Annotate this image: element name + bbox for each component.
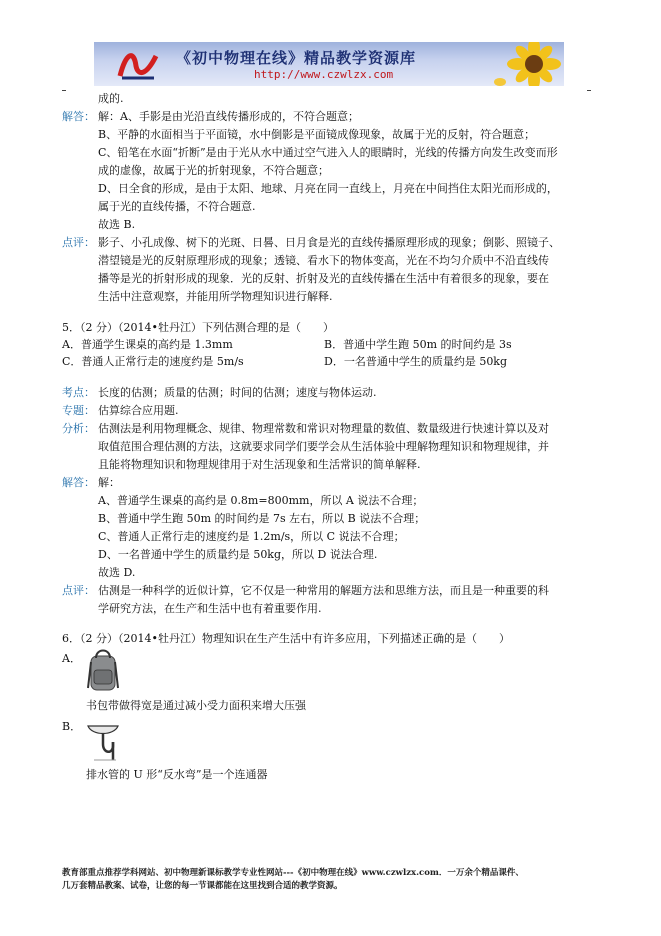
q5-fenxi-line: 取值范围合理估测的方法，这就要求同学们要学会从生活体验中理解物理知识和物理规律，并 (98, 440, 549, 453)
q4-comment-line: 播等是光的折射形成的现象．光的反射、折射及光的直线传播在生活中有着很多的现象，要在 (98, 272, 549, 285)
q4-answer-line: 成的虚像，故属于光的折射现象，不符合题意； (98, 164, 329, 177)
q5-answer-label: 解答： (62, 476, 95, 489)
q4-comment-line: 潜望镜是光的反射原理形成的现象；透镜、看水下的物体变高，光在不均匀介质中不沿直线传 (98, 254, 549, 267)
q4-answer-line: C、铅笔在水面“折断”是由于光从水中通过空气进入人的眼睛时，光线的传播方向发生改变而形 (98, 146, 558, 159)
q4-answer-line: 解：A、手影是由光沿直线传播形成的，不符合题意； (98, 110, 359, 123)
q4-comment-line: 影子、小孔成像、树下的光斑、日晷、日月食是光的直线传播原理形成的现象；倒影、照镜子、 (98, 236, 560, 249)
q5-stem: 5．（2 分）（2014•牡丹江）下列估测合理的是（ ） (62, 321, 334, 334)
q5-comment-line: 估测是一种科学的近似计算，它不仅是一种常用的解题方法和思维方法，而且是一种重要的科 (98, 584, 549, 597)
q5-comment-line: 学研究方法，在生产和生活中也有着重要作用. (98, 602, 322, 615)
footer-line: 教育部重点推荐学科网站、初中物理新课标教学专业性网站---《初中物理在线》www.czwlzx.com．一万余个精品课件、 (62, 868, 524, 878)
sink-drain-icon (86, 720, 120, 764)
margin-mark (62, 90, 66, 91)
q5-fenxi-label: 分析： (62, 422, 95, 435)
q5-option-a: A．普通学生课桌的高约是 1.3mm (62, 338, 233, 351)
q6-option-b-text: 排水管的 U 形“反水弯”是一个连通器 (86, 768, 268, 781)
q5-kaodian-label: 考点： (62, 386, 95, 399)
q5-comment-label: 点评： (62, 584, 95, 597)
q4-tail: 成的. (98, 92, 124, 105)
banner-url[interactable]: http://www.czwlzx.com (254, 68, 394, 81)
q4-answer-line: B、平静的水面相当于平面镜，水中倒影是平面镜成像现象，故属于光的反射，符合题意； (98, 128, 536, 141)
logo-icon (116, 46, 160, 82)
banner-title: 《初中物理在线》精品教学资源库 (176, 49, 417, 67)
footer-line: 几万套精品教案、试卷，让您的每一节课都能在这里找到合适的教学资源。 (62, 881, 343, 891)
q4-answer-line: 属于光的直线传播，不符合题意. (98, 200, 256, 213)
q5-fenxi-line: 估测法是利用物理概念、规律、物理常数和常识对物理量的数值、数量级进行快速计算以及对 (98, 422, 549, 435)
q5-fenxi-line: 且能将物理知识和物理规律用于对生活现象和生活常识的简单解释. (98, 458, 421, 471)
margin-mark (587, 90, 591, 91)
q5-answer-line: A、普通学生课桌的高约是 0.8m=800mm，所以 A 说法不合理； (98, 494, 424, 507)
q5-answer-line: D、一名普通中学生的质量约是 50kg，所以 D 说法合理. (98, 548, 378, 561)
q5-zhuanti: 估算综合应用题. (98, 404, 179, 417)
q5-answer-line: B、普通中学生跑 50m 的时间约是 7s 左右，所以 B 说法不合理； (98, 512, 426, 525)
q5-answer-line: 故选 D. (98, 566, 136, 579)
q4-answer-line: D、日全食的形成，是由于太阳、地球、月亮在同一直线上，月亮在中间挡住太阳光而形成的， (98, 182, 558, 195)
q4-comment-line: 生活中注意观察，并能用所学物理知识进行解释. (98, 290, 333, 303)
q5-option-c: C．普通人正常行走的速度约是 5m/s (62, 355, 244, 368)
q5-answer-line: 解： (98, 476, 120, 489)
q6-stem: 6．（2 分）（2014•牡丹江）物理知识在生产生活中有许多应用，下列描述正确的是（ ） (62, 632, 510, 645)
q4-answer-label: 解答： (62, 110, 95, 123)
q5-answer-line: C、普通人正常行走的速度约是 1.2m/s，所以 C 说法不合理； (98, 530, 405, 543)
q4-answer-line: 故选 B. (98, 218, 136, 231)
q5-zhuanti-label: 专题： (62, 404, 95, 417)
q5-option-b: B．普通中学生跑 50m 的时间约是 3s (324, 338, 512, 351)
header-banner (94, 42, 564, 86)
q6-option-a-text: 书包带做得宽是通过减小受力面积来增大压强 (86, 699, 306, 712)
q5-option-d: D．一名普通中学生的质量约是 50kg (324, 355, 508, 368)
q6-option-a-label: A． (62, 652, 81, 665)
backpack-icon (86, 648, 120, 694)
q4-comment-label: 点评： (62, 236, 95, 249)
q6-option-b-label: B． (62, 720, 82, 733)
q5-kaodian: 长度的估测；质量的估测；时间的估测；速度与物体运动. (98, 386, 377, 399)
sunflower-icon (494, 42, 564, 86)
